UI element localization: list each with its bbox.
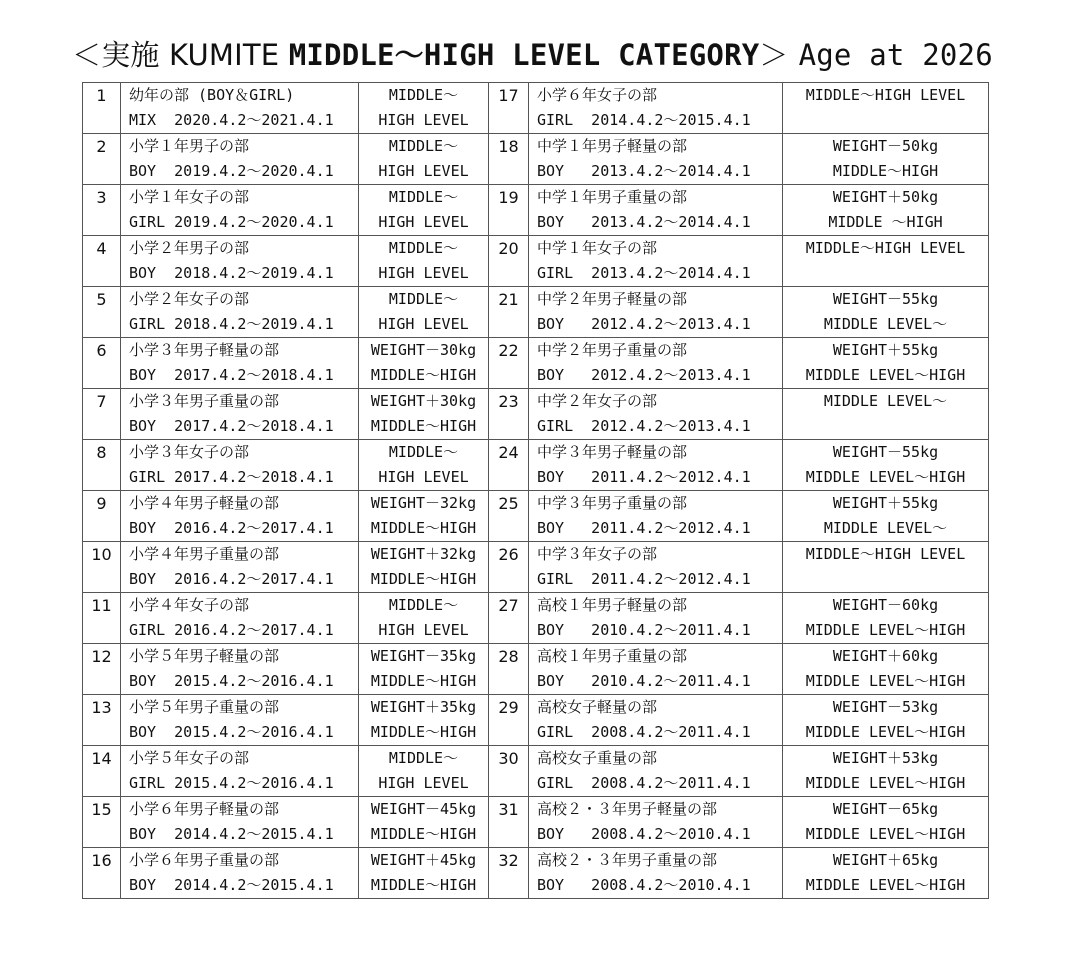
category-level-line2: HIGH LEVEL [378, 162, 469, 180]
category-level-line2: MIDDLE～HIGH [370, 417, 477, 435]
category-level-cell [359, 389, 489, 440]
page-title [72, 32, 1072, 78]
category-level-cell [783, 440, 989, 491]
category-name-cell [529, 542, 783, 593]
table-row [83, 338, 989, 389]
category-name-cell [121, 593, 359, 644]
category-level-line1: WEIGHT＋53kg [832, 749, 939, 767]
category-birthdate-range: GIRL 2015.4.2～2016.4.1 [129, 774, 334, 792]
category-level-cell [783, 491, 989, 542]
category-number: 9 [83, 491, 121, 542]
category-level-line2: MIDDLE LEVEL～HIGH [805, 621, 966, 639]
category-name-cell [529, 593, 783, 644]
category-name-cell [121, 644, 359, 695]
category-level-line1: MIDDLE～ [388, 86, 459, 104]
category-number: 7 [83, 389, 121, 440]
category-birthdate-range: GIRL 2012.4.2～2013.4.1 [537, 417, 751, 435]
category-name-cell [121, 848, 359, 899]
category-level-line1: WEIGHT＋45kg [370, 851, 477, 869]
category-birthdate-range: BOY 2015.4.2～2016.4.1 [129, 723, 334, 741]
category-level-line2: MIDDLE LEVEL～HIGH [805, 468, 966, 486]
category-level-line1: WEIGHT＋55kg [832, 494, 939, 512]
category-level-line1: MIDDLE LEVEL～ [823, 392, 948, 410]
category-level-line1: WEIGHT＋30kg [370, 392, 477, 410]
category-level-cell [359, 338, 489, 389]
title-prefix: ＜実施 KUMITE [72, 38, 289, 72]
category-number: 20 [489, 236, 529, 287]
category-name-cell [529, 287, 783, 338]
category-level-cell [359, 695, 489, 746]
table-row [83, 491, 989, 542]
category-name: 高校女子軽量の部 [537, 698, 658, 716]
table-row [83, 593, 989, 644]
category-level-line1: WEIGHT－35kg [370, 647, 477, 665]
category-name-cell [529, 746, 783, 797]
category-name: 中学３年男子軽量の部 [537, 443, 688, 461]
category-level-cell [783, 746, 989, 797]
category-name: 高校１年男子軽量の部 [537, 596, 688, 614]
category-name: 小学５年男子軽量の部 [129, 647, 280, 665]
category-level-line1: MIDDLE～ [388, 290, 459, 308]
category-name-cell [121, 389, 359, 440]
table-row [83, 287, 989, 338]
category-birthdate-range: BOY 2012.4.2～2013.4.1 [537, 366, 751, 384]
category-level-line2: MIDDLE LEVEL～HIGH [805, 825, 966, 843]
category-birthdate-range: BOY 2011.4.2～2012.4.1 [537, 519, 751, 537]
category-birthdate-range: GIRL 2018.4.2～2019.4.1 [129, 315, 334, 333]
category-table-body [83, 83, 989, 899]
table-row [83, 389, 989, 440]
category-name-cell [121, 491, 359, 542]
category-level-cell [359, 134, 489, 185]
category-level-line1: WEIGHT－30kg [370, 341, 477, 359]
category-level-cell [359, 542, 489, 593]
category-name-cell [121, 797, 359, 848]
category-name: 高校２・３年男子軽量の部 [537, 800, 718, 818]
category-level-line2: MIDDLE～HIGH [370, 366, 477, 384]
category-level-line1: MIDDLE～ [388, 596, 459, 614]
title-main: MIDDLE～HIGH LEVEL CATEGORY [288, 38, 760, 72]
category-name-cell [529, 83, 783, 134]
category-name: 小学５年男子重量の部 [129, 698, 280, 716]
category-name: 小学４年男子重量の部 [129, 545, 280, 563]
category-level-line1: WEIGHT－55kg [832, 290, 939, 308]
category-level-line2: HIGH LEVEL [378, 264, 469, 282]
category-level-cell [359, 644, 489, 695]
category-level-line2: HIGH LEVEL [378, 213, 469, 231]
table-row [83, 134, 989, 185]
category-number: 2 [83, 134, 121, 185]
category-name: 小学１年男子の部 [129, 137, 250, 155]
category-number: 11 [83, 593, 121, 644]
category-level-line1: WEIGHT－60kg [832, 596, 939, 614]
category-birthdate-range: MIX 2020.4.2～2021.4.1 [129, 111, 334, 129]
category-name-cell [529, 644, 783, 695]
category-number: 22 [489, 338, 529, 389]
category-birthdate-range: GIRL 2019.4.2～2020.4.1 [129, 213, 334, 231]
category-birthdate-range: BOY 2018.4.2～2019.4.1 [129, 264, 334, 282]
category-level-line1: WEIGHT－50kg [832, 137, 939, 155]
table-row [83, 83, 989, 134]
category-name-cell [121, 440, 359, 491]
category-name: 中学１年女子の部 [537, 239, 658, 257]
table-row [83, 746, 989, 797]
category-birthdate-range: GIRL 2008.4.2～2011.4.1 [537, 774, 751, 792]
category-birthdate-range: BOY 2015.4.2～2016.4.1 [129, 672, 334, 690]
category-level-line1: WEIGHT＋65kg [832, 851, 939, 869]
category-level-line2: MIDDLE LEVEL～ [823, 315, 948, 333]
category-level-cell [359, 593, 489, 644]
category-name: 中学２年女子の部 [537, 392, 658, 410]
category-number: 8 [83, 440, 121, 491]
category-level-line2: HIGH LEVEL [378, 315, 469, 333]
category-name: 中学１年男子重量の部 [537, 188, 688, 206]
category-table [82, 82, 989, 899]
category-number: 30 [489, 746, 529, 797]
category-number: 17 [489, 83, 529, 134]
category-number: 19 [489, 185, 529, 236]
category-level-line1: WEIGHT＋32kg [370, 545, 477, 563]
category-name-cell [529, 134, 783, 185]
category-number: 28 [489, 644, 529, 695]
category-name-cell [121, 236, 359, 287]
category-birthdate-range: BOY 2011.4.2～2012.4.1 [537, 468, 751, 486]
category-birthdate-range: BOY 2017.4.2～2018.4.1 [129, 417, 334, 435]
category-level-line2: MIDDLE～HIGH [370, 723, 477, 741]
category-number: 6 [83, 338, 121, 389]
category-level-line2 [783, 414, 988, 439]
category-name-cell [529, 440, 783, 491]
title-age: Age at 2026 [798, 38, 993, 72]
category-level-line1: MIDDLE～HIGH LEVEL [805, 86, 966, 104]
category-level-cell [783, 338, 989, 389]
category-level-cell [783, 593, 989, 644]
category-level-line2: MIDDLE LEVEL～HIGH [805, 876, 966, 894]
category-level-line2 [783, 567, 988, 592]
category-birthdate-range: BOY 2010.4.2～2011.4.1 [537, 672, 751, 690]
category-birthdate-range: BOY 2014.4.2～2015.4.1 [129, 825, 334, 843]
category-name: 小学４年女子の部 [129, 596, 250, 614]
table-row [83, 185, 989, 236]
table-row [83, 848, 989, 899]
category-level-line2 [783, 261, 988, 286]
category-name: 小学３年男子軽量の部 [129, 341, 280, 359]
category-level-cell [783, 542, 989, 593]
category-birthdate-range: BOY 2012.4.2～2013.4.1 [537, 315, 751, 333]
category-number: 3 [83, 185, 121, 236]
category-name-cell [529, 491, 783, 542]
category-number: 4 [83, 236, 121, 287]
category-level-line2: MIDDLE～HIGH [370, 825, 477, 843]
category-level-cell [359, 185, 489, 236]
category-name: 小学３年男子重量の部 [129, 392, 280, 410]
category-number: 13 [83, 695, 121, 746]
category-level-line2: MIDDLE～HIGH [370, 876, 477, 894]
category-name: 小学１年女子の部 [129, 188, 250, 206]
category-name: 高校女子重量の部 [537, 749, 658, 767]
category-number: 26 [489, 542, 529, 593]
category-level-line1: MIDDLE～HIGH LEVEL [805, 545, 966, 563]
category-level-line1: MIDDLE～ [388, 443, 459, 461]
category-level-line1: MIDDLE～ [388, 239, 459, 257]
category-number: 12 [83, 644, 121, 695]
category-level-line2: MIDDLE LEVEL～HIGH [805, 366, 966, 384]
category-name: 高校１年男子重量の部 [537, 647, 688, 665]
category-name: 小学２年女子の部 [129, 290, 250, 308]
table-row [83, 440, 989, 491]
category-number: 18 [489, 134, 529, 185]
category-number: 31 [489, 797, 529, 848]
category-number: 10 [83, 542, 121, 593]
category-name: 高校２・３年男子重量の部 [537, 851, 718, 869]
category-number: 27 [489, 593, 529, 644]
category-name-cell [529, 185, 783, 236]
category-name: 中学２年男子軽量の部 [537, 290, 688, 308]
category-level-line1: WEIGHT＋55kg [832, 341, 939, 359]
category-level-cell [359, 848, 489, 899]
category-name-cell [529, 848, 783, 899]
category-level-line1: WEIGHT－45kg [370, 800, 477, 818]
category-number: 21 [489, 287, 529, 338]
category-level-line2: MIDDLE ～HIGH [828, 213, 943, 231]
category-name: 小学２年男子の部 [129, 239, 250, 257]
category-number: 32 [489, 848, 529, 899]
category-birthdate-range: BOY 2016.4.2～2017.4.1 [129, 570, 334, 588]
category-name: 小学６年男子軽量の部 [129, 800, 280, 818]
category-level-line2: MIDDLE LEVEL～HIGH [805, 774, 966, 792]
category-level-cell [783, 644, 989, 695]
category-level-line2 [783, 108, 988, 133]
title-suffix: ＞ [759, 38, 789, 72]
category-birthdate-range: BOY 2019.4.2～2020.4.1 [129, 162, 334, 180]
category-level-line2: MIDDLE LEVEL～HIGH [805, 723, 966, 741]
category-name-cell [121, 338, 359, 389]
category-level-line2: MIDDLE LEVEL～HIGH [805, 672, 966, 690]
category-name-cell [121, 695, 359, 746]
category-level-line1: MIDDLE～ [388, 188, 459, 206]
category-name: 小学３年女子の部 [129, 443, 250, 461]
category-name-cell [529, 389, 783, 440]
category-level-line2: HIGH LEVEL [378, 111, 469, 129]
category-birthdate-range: BOY 2013.4.2～2014.4.1 [537, 162, 751, 180]
category-birthdate-range: BOY 2010.4.2～2011.4.1 [537, 621, 751, 639]
category-birthdate-range: BOY 2008.4.2～2010.4.1 [537, 825, 751, 843]
category-level-cell [359, 746, 489, 797]
category-level-cell [783, 134, 989, 185]
category-level-cell [783, 695, 989, 746]
category-number: 1 [83, 83, 121, 134]
category-birthdate-range: GIRL 2014.4.2～2015.4.1 [537, 111, 751, 129]
category-name-cell [529, 236, 783, 287]
category-name: 中学１年男子軽量の部 [537, 137, 688, 155]
category-level-cell [783, 848, 989, 899]
category-name-cell [121, 287, 359, 338]
category-birthdate-range: GIRL 2017.4.2～2018.4.1 [129, 468, 334, 486]
category-number: 14 [83, 746, 121, 797]
category-level-line2: MIDDLE～HIGH [370, 570, 477, 588]
category-birthdate-range: BOY 2008.4.2～2010.4.1 [537, 876, 751, 894]
category-birthdate-range: BOY 2017.4.2～2018.4.1 [129, 366, 334, 384]
category-name-cell [529, 338, 783, 389]
category-name: 小学４年男子軽量の部 [129, 494, 280, 512]
category-level-line1: WEIGHT－65kg [832, 800, 939, 818]
category-number: 29 [489, 695, 529, 746]
category-level-line2: MIDDLE～HIGH [832, 162, 939, 180]
category-level-cell [783, 83, 989, 134]
category-birthdate-range: GIRL 2011.4.2～2012.4.1 [537, 570, 751, 588]
category-number: 24 [489, 440, 529, 491]
category-number: 5 [83, 287, 121, 338]
category-level-cell [359, 236, 489, 287]
category-name-cell [121, 134, 359, 185]
category-birthdate-range: BOY 2014.4.2～2015.4.1 [129, 876, 334, 894]
category-level-cell [783, 389, 989, 440]
category-level-line1: MIDDLE～HIGH LEVEL [805, 239, 966, 257]
table-row [83, 236, 989, 287]
category-level-line2: HIGH LEVEL [378, 621, 469, 639]
category-name-cell [121, 185, 359, 236]
category-birthdate-range: GIRL 2008.4.2～2011.4.1 [537, 723, 751, 741]
category-level-line1: WEIGHT＋60kg [832, 647, 939, 665]
table-row [83, 797, 989, 848]
category-level-cell [359, 797, 489, 848]
category-level-cell [359, 83, 489, 134]
table-row [83, 542, 989, 593]
category-name: 小学６年女子の部 [537, 86, 658, 104]
category-level-line1: WEIGHT－53kg [832, 698, 939, 716]
category-level-line1: MIDDLE～ [388, 749, 459, 767]
category-level-line2: MIDDLE～HIGH [370, 672, 477, 690]
category-level-line1: WEIGHT＋50kg [832, 188, 939, 206]
category-level-line2: MIDDLE LEVEL～ [823, 519, 948, 537]
category-name: 中学２年男子重量の部 [537, 341, 688, 359]
category-number: 25 [489, 491, 529, 542]
category-birthdate-range: GIRL 2016.4.2～2017.4.1 [129, 621, 334, 639]
category-name-cell [121, 746, 359, 797]
category-number: 15 [83, 797, 121, 848]
category-name-cell [121, 542, 359, 593]
category-name: 中学３年男子重量の部 [537, 494, 688, 512]
category-level-cell [359, 440, 489, 491]
category-level-line2: HIGH LEVEL [378, 468, 469, 486]
category-level-line1: WEIGHT－32kg [370, 494, 477, 512]
category-level-cell [783, 287, 989, 338]
category-level-cell [359, 491, 489, 542]
category-name-cell [529, 695, 783, 746]
category-level-cell [783, 797, 989, 848]
category-level-line1: WEIGHT＋35kg [370, 698, 477, 716]
category-level-cell [359, 287, 489, 338]
category-name: 中学３年女子の部 [537, 545, 658, 563]
category-level-cell [783, 185, 989, 236]
category-name: 小学５年女子の部 [129, 749, 250, 767]
category-level-line2: HIGH LEVEL [378, 774, 469, 792]
category-level-cell [783, 236, 989, 287]
category-level-line2: MIDDLE～HIGH [370, 519, 477, 537]
category-birthdate-range: BOY 2016.4.2～2017.4.1 [129, 519, 334, 537]
category-name-cell [121, 83, 359, 134]
category-number: 23 [489, 389, 529, 440]
category-birthdate-range: BOY 2013.4.2～2014.4.1 [537, 213, 751, 231]
category-name: 小学６年男子重量の部 [129, 851, 280, 869]
category-birthdate-range: GIRL 2013.4.2～2014.4.1 [537, 264, 751, 282]
table-row [83, 644, 989, 695]
table-row [83, 695, 989, 746]
category-level-line1: MIDDLE～ [388, 137, 459, 155]
category-level-line1: WEIGHT－55kg [832, 443, 939, 461]
category-number: 16 [83, 848, 121, 899]
category-name: 幼年の部 (BOY＆GIRL) [129, 86, 295, 104]
category-name-cell [529, 797, 783, 848]
